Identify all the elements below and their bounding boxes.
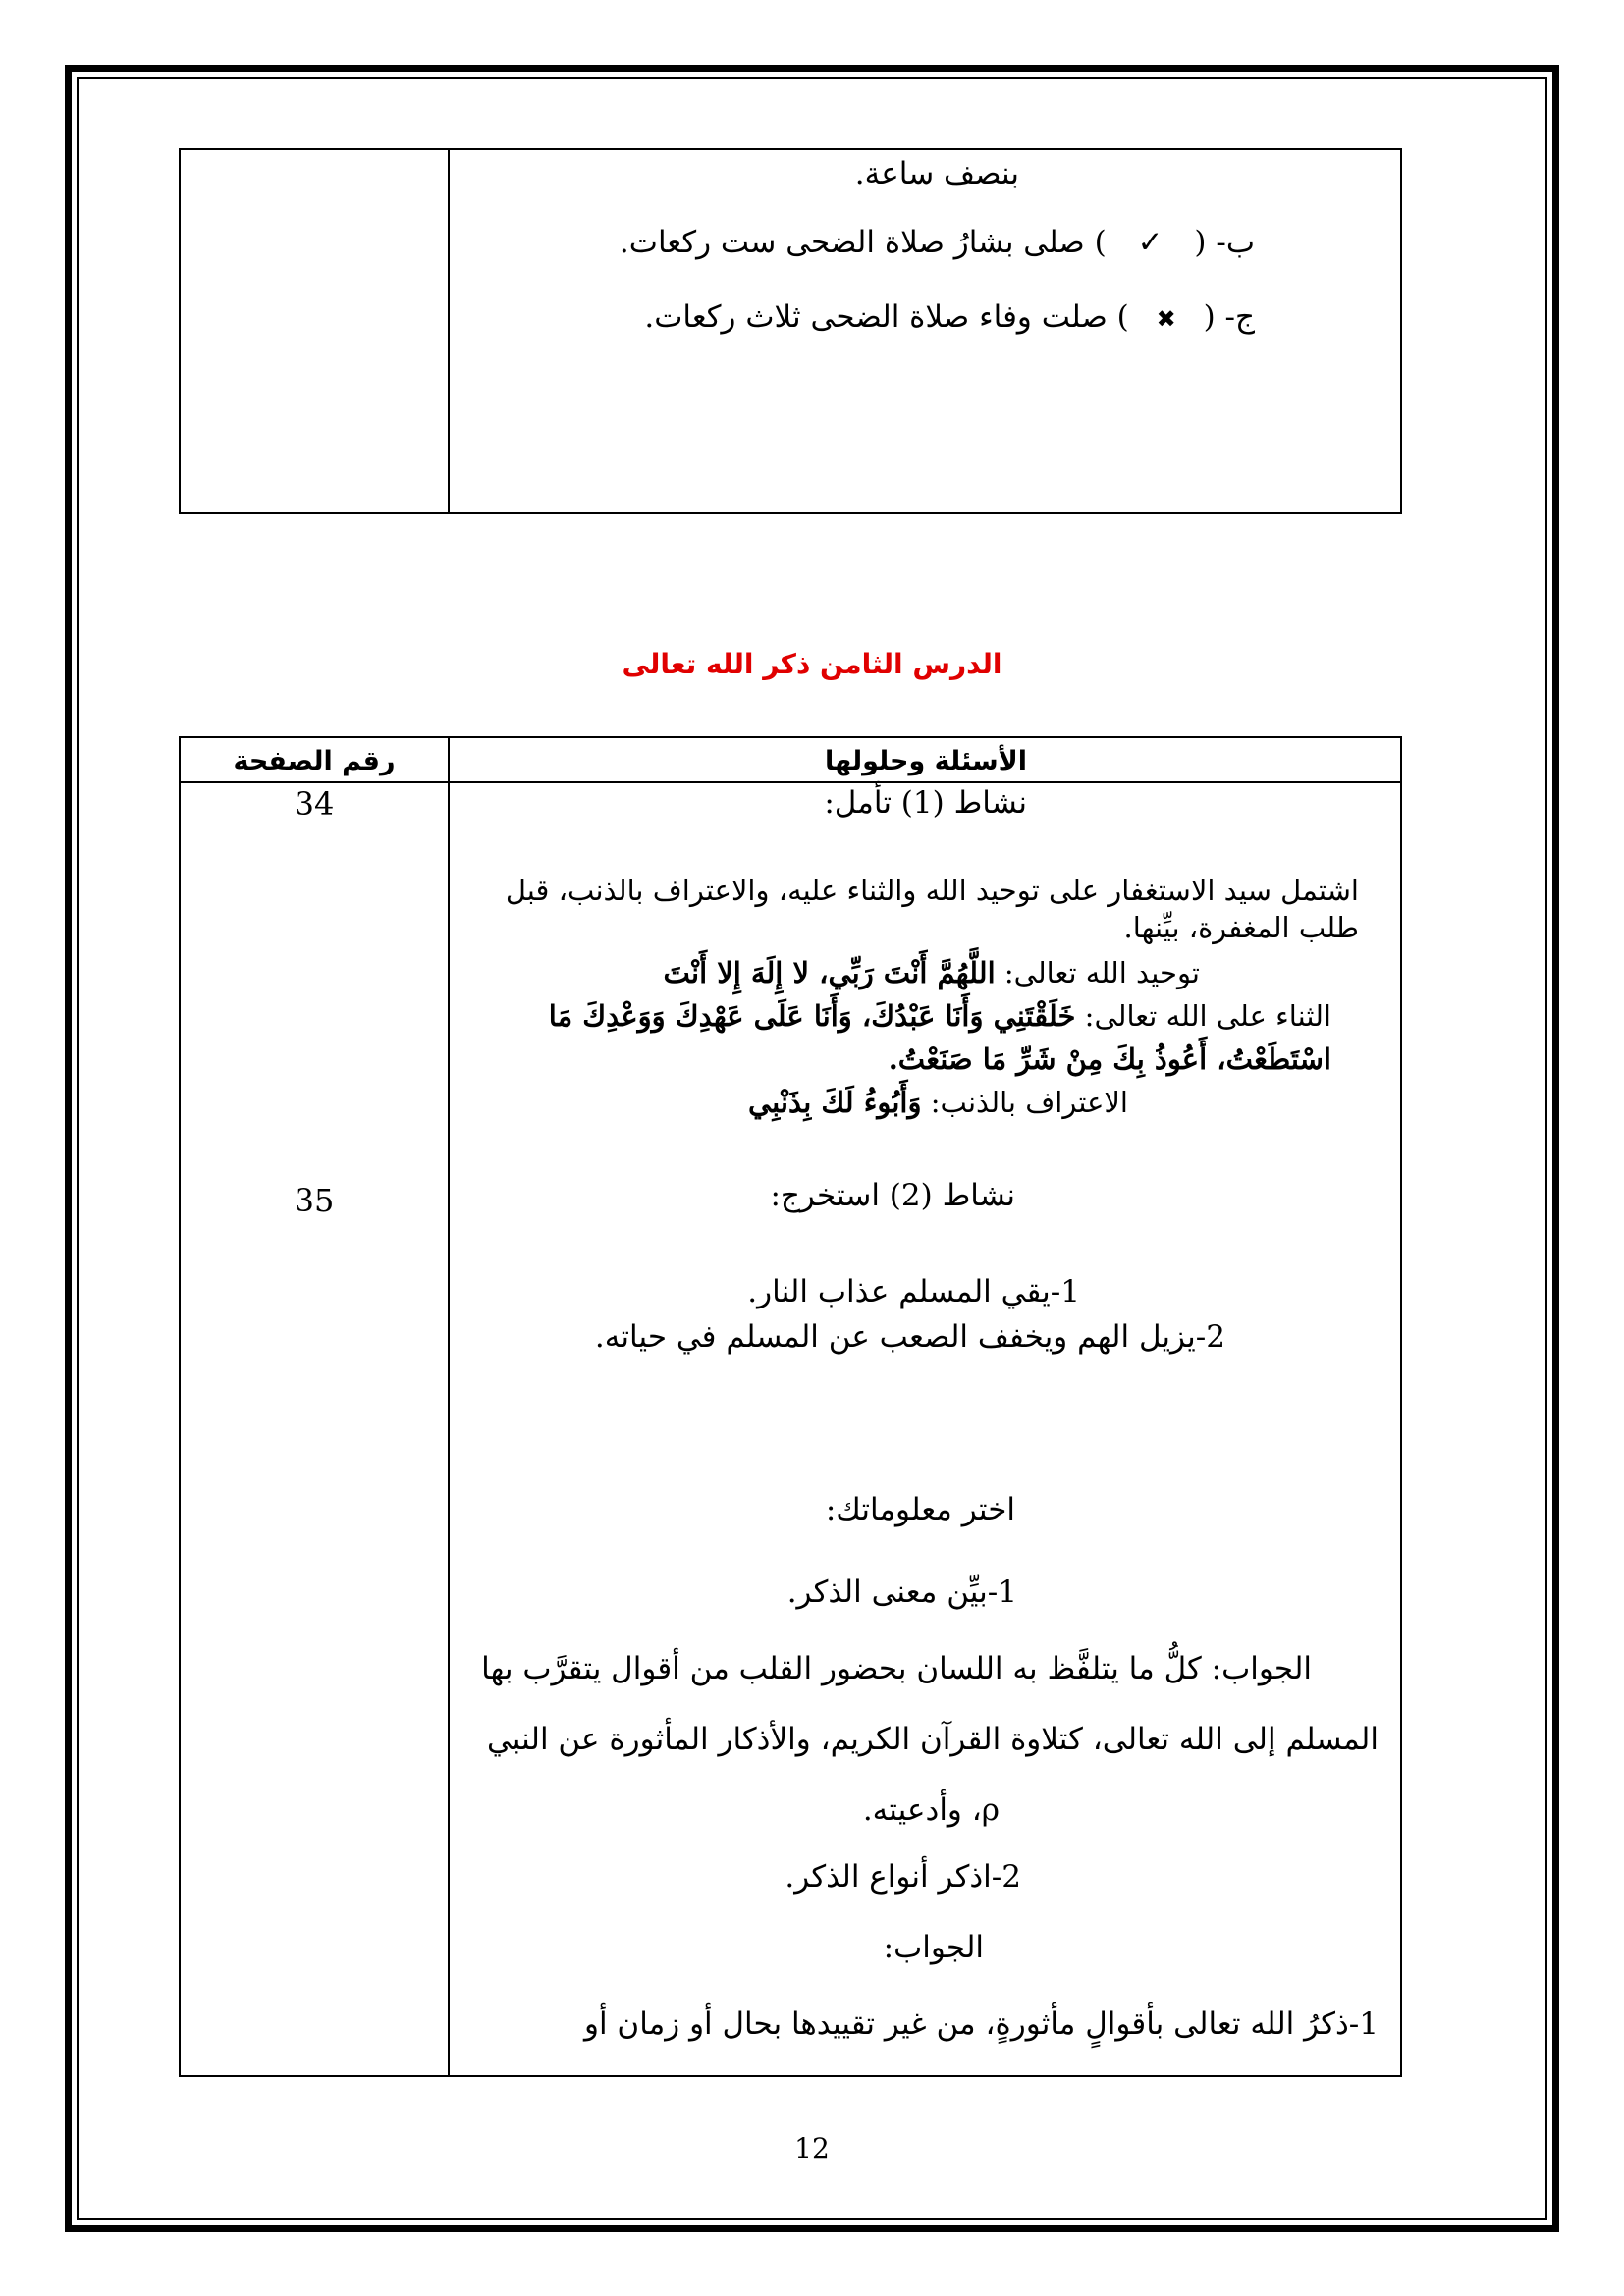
top-line-b-text: ) صلى بشارُ صلاة الضحى ست ركعات. xyxy=(619,225,1107,260)
itiraf-answer xyxy=(748,1086,1128,1119)
activity-1-question-line-1: اشتمل سيد الاستغفار على توحيد الله والثناء عليه، والاعتراف بالذنب، قبل xyxy=(505,874,1359,907)
answer-1-line-3: ρ، وأدعيته. xyxy=(862,1792,1000,1828)
top-line-b xyxy=(620,225,1255,260)
itiraf-label: الاعتراف بالذنب: xyxy=(930,1086,1128,1119)
top-line-c-text: ) صلت وفاء صلاة الضحى ثلاث ركعات. xyxy=(644,299,1129,335)
thana-label: الثناء على الله تعالى: xyxy=(1084,999,1331,1033)
header-questions: الأسئلة وحلولها xyxy=(824,746,1028,776)
top-table-divider xyxy=(448,150,450,512)
top-table xyxy=(179,148,1402,514)
answer-2-line-1: 1-ذكرُ الله تعالى بأقوالٍ مأثورةٍ، من غير تقييدها بحال أو زمان أو xyxy=(584,2006,1379,2042)
header-page-number: رقم الصفحة xyxy=(233,746,396,776)
page-number-35: 35 xyxy=(294,1182,335,1219)
page-number-34: 34 xyxy=(294,785,335,823)
top-line-b-prefix: ب- ( xyxy=(1194,225,1255,260)
answer-1-line-1: الجواب: كلُّ ما يتلفَّظ به اللسان بحضور القلب من أقوال يتقرَّب بها xyxy=(481,1651,1312,1686)
test-title: اختر معلوماتك: xyxy=(825,1492,1015,1527)
tawhid-text: اللَّهُمَّ أَنْتَ رَبِّي، لا إِلَهَ إِلا أَنْتَ xyxy=(663,956,996,989)
activity-2-answer-1: 1-يقي المسلم عذاب النار. xyxy=(747,1274,1080,1309)
question-1: 1-بيِّن معنى الذكر. xyxy=(786,1575,1017,1610)
cross-mark-icon: ✖ xyxy=(1156,305,1176,333)
tawhid-answer xyxy=(664,956,1200,989)
activity-1-question-line-2: طلب المغفرة، بيِّنها. xyxy=(1123,911,1359,944)
activity-2-title: نشاط (2) استخرج: xyxy=(770,1178,1015,1213)
thana-text-1: خَلَقْتَنِي وَأَنَا عَبْدُكَ، وَأَنَا عَلَى عَهْدِكَ وَوَعْدِكَ مَا xyxy=(548,999,1076,1033)
answer-2-label: الجواب: xyxy=(883,1930,984,1965)
main-table-divider xyxy=(448,738,450,2075)
question-2: 2-اذكر أنواع الذكر. xyxy=(785,1859,1021,1895)
lesson-title: الدرس الثامن ذكر الله تعالى xyxy=(622,648,1002,680)
footer-page-number: 12 xyxy=(794,2132,830,2164)
main-table-header-rule xyxy=(181,781,1400,783)
check-mark-icon: ✓ xyxy=(1137,225,1164,260)
tawhid-label: توحيد الله تعالى: xyxy=(1003,956,1200,989)
activity-1-title: نشاط (1) تأمل: xyxy=(824,785,1027,821)
thana-answer-line-1 xyxy=(549,999,1331,1033)
top-line-1: بنصف ساعة. xyxy=(854,156,1019,191)
itiraf-text: وَأَبُوءُ لَكَ بِذَنْبِي xyxy=(747,1086,922,1119)
thana-answer-line-2: اسْتَطَعْتُ، أَعُوذُ بِكَ مِنْ شَرِّ مَا صَنَعْتُ. xyxy=(888,1042,1331,1076)
activity-2-answer-2: 2-يزيل الهم ويخفف الصعب عن المسلم في حياته. xyxy=(594,1319,1225,1355)
top-line-c-prefix: ج- ( xyxy=(1203,299,1255,335)
main-table xyxy=(179,736,1402,2077)
top-line-c xyxy=(644,299,1255,335)
answer-1-line-2: المسلم إلى الله تعالى، كتلاوة القرآن الكريم، والأذكار المأثورة عن النبي xyxy=(486,1722,1379,1757)
